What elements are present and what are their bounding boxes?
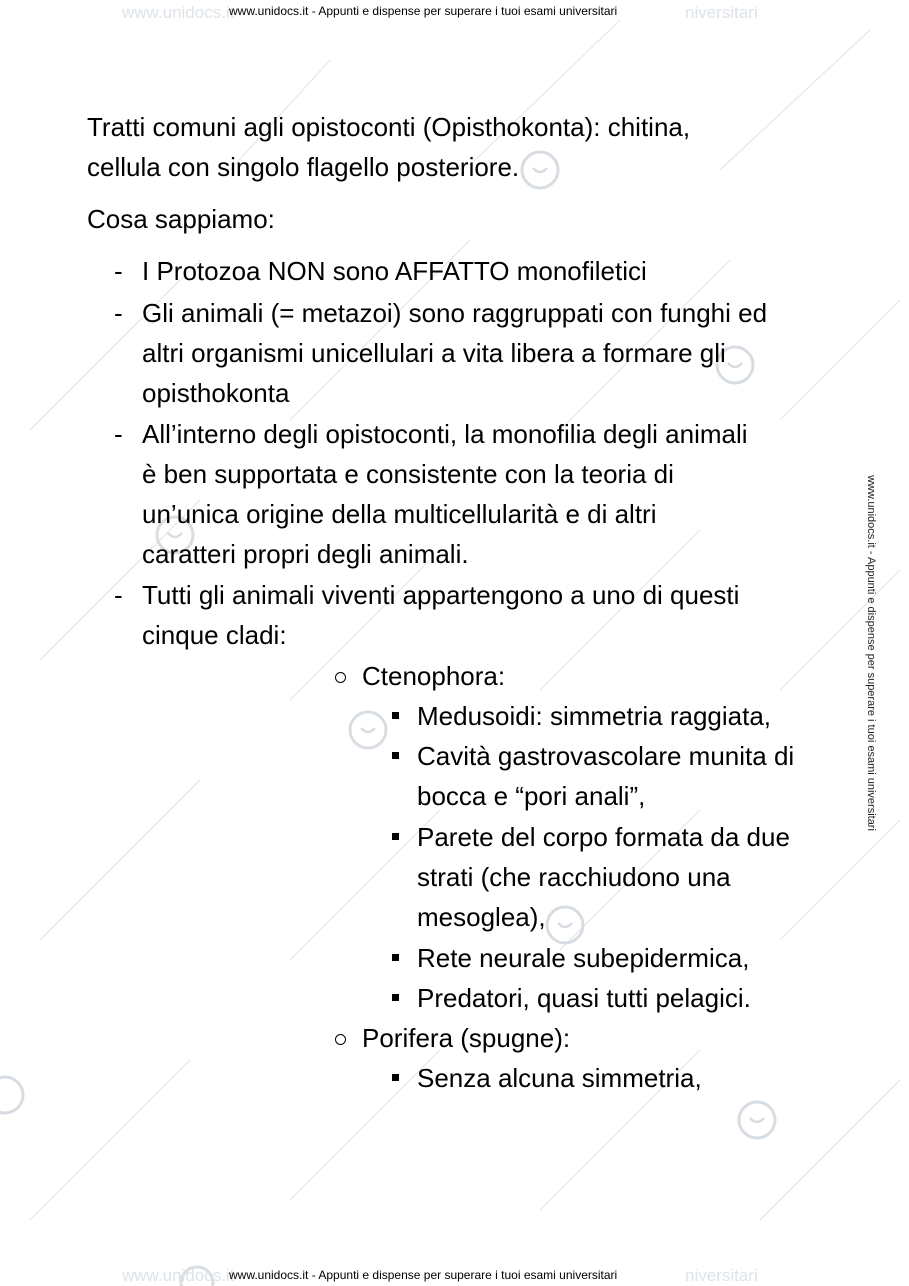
intro-line-2: cellula con singolo flagello posteriore. (87, 152, 520, 182)
dash-marker: - (114, 580, 123, 610)
trait-line: strati (che racchiudono una (417, 862, 731, 892)
watermark-right-side: www.unidocs.it - Appunti e dispense per superare i tuoi esami universitari (864, 475, 877, 831)
square-bullet-icon (392, 712, 399, 719)
watermark-faint-suffix-bottom: niversitari (685, 1266, 758, 1285)
trait-line: Predatori, quasi tutti pelagici. (417, 983, 751, 1013)
square-bullet-icon (392, 833, 399, 840)
trait-line: Senza alcuna simmetria, (417, 1063, 702, 1093)
circle-bullet-icon (335, 1034, 346, 1045)
list-item-line: opisthokonta (142, 378, 290, 408)
trait-line: Cavità gastrovascolare munita di (417, 741, 795, 771)
list-item-line: Tutti gli animali viventi appartengono a uno di questi (142, 580, 740, 610)
list-item-line: cinque cladi: (142, 620, 287, 650)
list-item-line: All’interno degli opistoconti, la monofilia degli animali (142, 419, 748, 449)
list-item-line: un’unica origine della multicellularità e di altri (142, 499, 657, 529)
circle-bullet-icon (335, 672, 346, 683)
list-item-line: altri organismi unicellulari a vita libera a formare gli (142, 338, 726, 368)
trait-line: bocca e “pori anali”, (417, 781, 646, 811)
watermark-faint-suffix-top: niversitari (685, 3, 758, 22)
watermark-faint-site-bottom: www.unidocs.it (122, 1266, 235, 1285)
square-bullet-icon (392, 954, 399, 961)
dash-marker: - (114, 298, 123, 328)
list-item-line: è ben supportata e consistente con la teoria di (142, 459, 674, 489)
watermark-faint-site-top: www.unidocs.it (122, 3, 235, 22)
trait-line: mesoglea), (417, 902, 546, 932)
list-item-line: I Protozoa NON sono AFFATTO monofiletici (142, 256, 647, 286)
watermark-header: www.unidocs.it - Appunti e dispense per superare i tuoi esami universitari (229, 4, 618, 18)
square-bullet-icon (392, 752, 399, 759)
list-item-line: caratteri propri degli animali. (142, 539, 469, 569)
square-bullet-icon (392, 1074, 399, 1081)
trait-line: Medusoidi: simmetria raggiata, (417, 701, 772, 731)
trait-line: Parete del corpo formata da due (417, 822, 790, 852)
clade-name: Ctenophora: (362, 661, 506, 691)
intro-line-1: Tratti comuni agli opistoconti (Opisthokonta): chitina, (87, 112, 691, 142)
section-heading: Cosa sappiamo: (87, 204, 275, 234)
watermark-footer: www.unidocs.it - Appunti e dispense per superare i tuoi esami universitari (229, 1268, 618, 1282)
clade-name: Porifera (spugne): (362, 1023, 571, 1053)
dash-marker: - (114, 419, 123, 449)
trait-line: Rete neurale subepidermica, (417, 943, 750, 973)
dash-marker: - (114, 256, 123, 286)
square-bullet-icon (392, 994, 399, 1001)
list-item-line: Gli animali (= metazoi) sono raggruppati con funghi ed (142, 298, 768, 328)
